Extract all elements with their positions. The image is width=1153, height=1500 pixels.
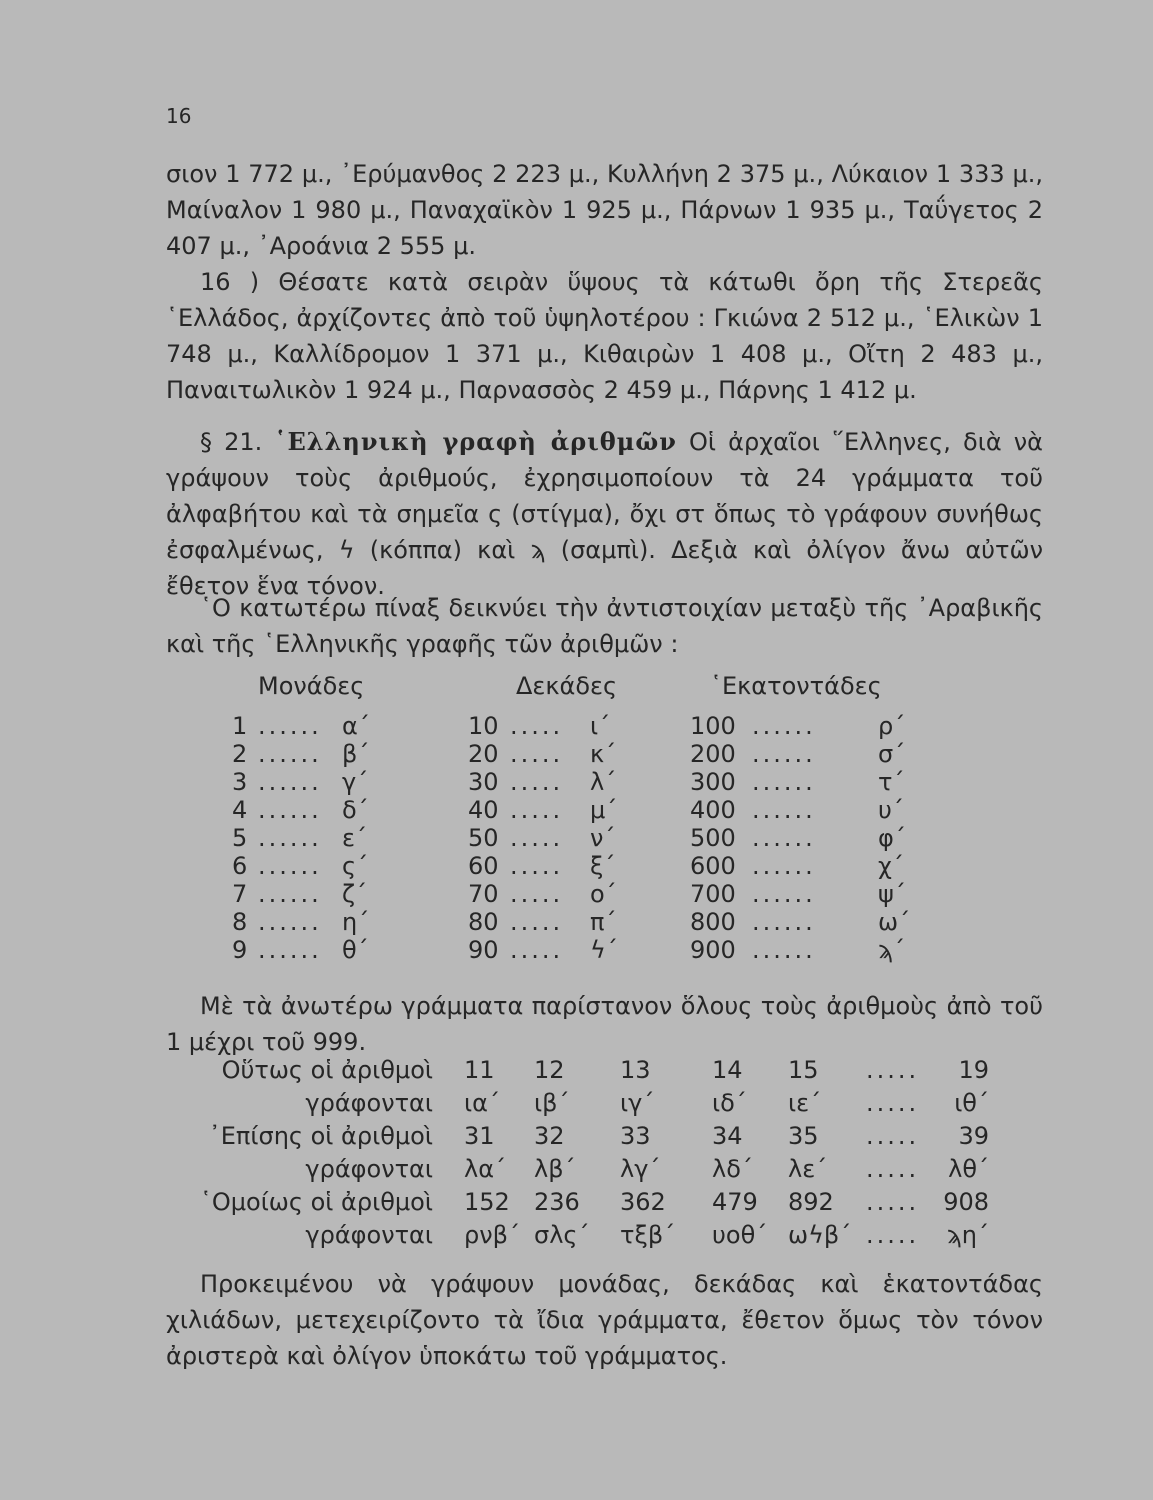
table-row [0, 768, 1153, 796]
units-greek: ε΄ [342, 824, 367, 852]
example-row [0, 1120, 1153, 1152]
units-number: 6 [232, 852, 248, 880]
hundreds-dots: ...... [752, 880, 816, 908]
example-value: 13 [620, 1056, 651, 1084]
hundreds-greek: ψ΄ [878, 880, 906, 908]
example-last: ιθ΄ [954, 1089, 989, 1117]
units-number: 8 [232, 908, 248, 936]
example-value: 31 [464, 1122, 495, 1150]
tens-dots: ..... [510, 740, 564, 768]
example-label: Οὕτως οἱ ἀριθμοὶ [221, 1056, 433, 1084]
hundreds-greek: υ΄ [878, 796, 904, 824]
units-greek: γ΄ [342, 768, 369, 796]
tens-number: 30 [468, 768, 499, 796]
tens-number: 40 [468, 796, 499, 824]
hundreds-number: 500 [690, 824, 736, 852]
tens-greek: π΄ [590, 908, 617, 936]
hundreds-dots: ...... [752, 852, 816, 880]
tens-number: 90 [468, 936, 499, 964]
tens-number: 70 [468, 880, 499, 908]
units-number: 2 [232, 740, 248, 768]
section-number: § 21. [200, 428, 263, 456]
hundreds-greek: ρ΄ [878, 712, 906, 740]
units-greek: β΄ [342, 740, 370, 768]
hundreds-number: 200 [690, 740, 736, 768]
example-value: 15 [788, 1056, 819, 1084]
units-dots: ...... [258, 908, 322, 936]
example-value: σλς΄ [534, 1221, 590, 1249]
table-row [0, 880, 1153, 908]
example-value: 12 [534, 1056, 565, 1084]
units-number: 3 [232, 768, 248, 796]
example-last: 19 [958, 1056, 989, 1084]
example-value: τξβ΄ [620, 1221, 676, 1249]
section-heading: ῾Ελληνικὴ γραφὴ ἀριθμῶν [274, 427, 677, 456]
hundreds-number: 400 [690, 796, 736, 824]
units-dots: ...... [258, 796, 322, 824]
example-value: ιβ΄ [534, 1089, 570, 1117]
hundreds-greek: σ΄ [878, 740, 906, 768]
paragraph-after-table: Μὲ τὰ ἀνωτέρω γράμματα παρίστανον ὅλους τοὺς ἀριθμοὺς ἀπὸ τοῦ 1 μέχρι τοῦ 999. [166, 992, 1043, 1056]
units-number: 5 [232, 824, 248, 852]
example-row [0, 1186, 1153, 1218]
table-row [0, 908, 1153, 936]
table-row [0, 712, 1153, 740]
example-value: ια΄ [464, 1089, 500, 1117]
units-greek: ζ΄ [342, 880, 368, 908]
tens-number: 10 [468, 712, 499, 740]
tens-greek: λ΄ [590, 768, 617, 796]
example-label: γράφονται [305, 1221, 433, 1249]
header-tens: Δεκάδες [516, 672, 618, 700]
example-value: 892 [788, 1188, 834, 1216]
table-row [0, 796, 1153, 824]
section-21-paragraph [166, 424, 1043, 604]
units-dots: ...... [258, 740, 322, 768]
hundreds-number: 300 [690, 768, 736, 796]
example-row [0, 1087, 1153, 1119]
hundreds-dots: ...... [752, 768, 816, 796]
hundreds-dots: ...... [752, 824, 816, 852]
units-greek: δ΄ [342, 796, 369, 824]
tens-number: 60 [468, 852, 499, 880]
example-value: 32 [534, 1122, 565, 1150]
units-dots: ...... [258, 880, 322, 908]
example-value: λε΄ [788, 1155, 828, 1183]
units-number: 9 [232, 936, 248, 964]
example-label: ῾Ομοίως οἱ ἀριθμοὶ [199, 1188, 433, 1216]
tens-dots: ..... [510, 796, 564, 824]
example-value: 479 [712, 1188, 758, 1216]
example-value: 35 [788, 1122, 819, 1150]
example-dots: ..... [866, 1155, 920, 1183]
example-value: λδ΄ [712, 1155, 753, 1183]
units-greek: ς΄ [342, 852, 369, 880]
example-label: γράφονται [305, 1155, 433, 1183]
example-row [0, 1153, 1153, 1185]
example-value: λβ΄ [534, 1155, 576, 1183]
table-row [0, 740, 1153, 768]
table-row [0, 852, 1153, 880]
tens-number: 80 [468, 908, 499, 936]
example-value: ωϟβ΄ [788, 1221, 852, 1249]
units-dots: ...... [258, 852, 322, 880]
example-label: γράφονται [305, 1089, 433, 1117]
tens-greek: ξ΄ [590, 852, 616, 880]
hundreds-greek: χ΄ [878, 852, 904, 880]
header-hundreds: ῾Εκατοντάδες [710, 672, 882, 700]
hundreds-greek: ω΄ [878, 908, 911, 936]
tens-greek: ο΄ [590, 880, 617, 908]
hundreds-dots: ...... [752, 908, 816, 936]
hundreds-greek: τ΄ [878, 768, 905, 796]
hundreds-dots: ...... [752, 712, 816, 740]
example-value: 362 [620, 1188, 666, 1216]
tens-dots: ..... [510, 880, 564, 908]
units-dots: ...... [258, 712, 322, 740]
example-label: ᾿Επίσης οἱ ἀριθμοὶ [208, 1122, 433, 1150]
example-dots: ..... [866, 1221, 920, 1249]
hundreds-dots: ...... [752, 936, 816, 964]
tens-dots: ..... [510, 824, 564, 852]
tens-greek: κ΄ [590, 740, 617, 768]
tens-number: 20 [468, 740, 499, 768]
example-value: 33 [620, 1122, 651, 1150]
example-value: λα΄ [464, 1155, 507, 1183]
tens-number: 50 [468, 824, 499, 852]
hundreds-number: 600 [690, 852, 736, 880]
hundreds-number: 100 [690, 712, 736, 740]
units-greek: θ΄ [342, 936, 369, 964]
units-number: 7 [232, 880, 248, 908]
example-value: 14 [712, 1056, 743, 1084]
paragraph-peloponnese-mountains: σιον 1 772 μ., ᾿Ερύμανθος 2 223 μ., Κυλλήνη 2 375 μ., Λύκαιον 1 333 μ., Μαίναλον 1 980 μ., Παναχαϊκὸν 1 925 μ., Πάρνων 1 935 μ., Ταΰγετος 2 407 μ., ᾿Αροάνια 2 555 μ. [166, 160, 1043, 260]
section-body: Οἱ ἀρχαῖοι ῞Ελληνες, διὰ νὰ γράψουν τοὺς ἀριθμούς, ἐχρησιμοποίουν τὰ 24 γράμματα τοῦ ἀλφαβήτου καὶ τὰ σημεῖα ς (στίγμα), ὄχι στ ὅπως τὸ γράφουν συνήθως ἐσφαλμένως, ϟ (κόππα) καὶ ϡ (σαμπὶ). Δεξιὰ καὶ ὀλίγον ἄνω αὐτῶν ἔθετον ἕνα τόνον. [166, 428, 1044, 600]
table-row [0, 824, 1153, 852]
hundreds-number: 900 [690, 936, 736, 964]
example-value: 152 [464, 1188, 510, 1216]
header-units: Μονάδες [258, 672, 365, 700]
example-dots: ..... [866, 1056, 920, 1084]
tens-dots: ..... [510, 908, 564, 936]
example-value: ρνβ΄ [464, 1221, 520, 1249]
paragraph-table-intro: ῾Ο κατωτέρω πίναξ δεικνύει τὴν ἀντιστοιχίαν μεταξὺ τῆς ᾿Αραβικῆς καὶ τῆς ῾Ελληνικῆς γραφῆς τῶν ἀριθμῶν : [166, 594, 1043, 658]
tens-greek: ν΄ [590, 824, 616, 852]
hundreds-number: 800 [690, 908, 736, 936]
units-greek: α΄ [342, 712, 370, 740]
tens-greek: ϟ΄ [590, 936, 618, 964]
units-number: 1 [232, 712, 248, 740]
units-dots: ...... [258, 936, 322, 964]
example-dots: ..... [866, 1122, 920, 1150]
units-dots: ...... [258, 768, 322, 796]
example-last: 908 [943, 1188, 989, 1216]
tens-dots: ..... [510, 852, 564, 880]
example-value: ιγ΄ [620, 1089, 655, 1117]
example-value: υοθ΄ [712, 1221, 768, 1249]
tens-dots: ..... [510, 712, 564, 740]
paragraph-thousands: Προκειμένου νὰ γράψουν μονάδας, δεκάδας καὶ ἑκατοντάδας χιλιάδων, μετεχειρίζοντο τὰ ἴδια γράμματα, ἔθετον ὅμως τὸν τόνον ἀριστερὰ καὶ ὀλίγον ὑποκάτω τοῦ γράμματος. [166, 1270, 1043, 1370]
hundreds-greek: ϡ΄ [878, 936, 906, 964]
example-value: λγ΄ [620, 1155, 661, 1183]
tens-dots: ..... [510, 768, 564, 796]
hundreds-dots: ...... [752, 740, 816, 768]
paragraph-exercise-16: 16 ) Θέσατε κατὰ σειρὰν ὕψους τὰ κάτωθι ὄρη τῆς Στερεᾶς ῾Ελλάδος, ἀρχίζοντες ἀπὸ τοῦ ὑψηλοτέρου : Γκιώνα 2 512 μ., ῾Ελικὼν 1 748 μ., Καλλίδρομον 1 371 μ., Κιθαιρὼν 1 408 μ., Οἴτη 2 483 μ., Παναιτωλικὸν 1 924 μ., Παρνασσὸς 2 459 μ., Πάρνης 1 412 μ. [166, 268, 1043, 404]
example-last: 39 [958, 1122, 989, 1150]
example-last: λθ΄ [948, 1155, 989, 1183]
example-value: ιε΄ [788, 1089, 822, 1117]
units-greek: η΄ [342, 908, 370, 936]
page-number: 16 [166, 104, 192, 128]
example-value: ιδ΄ [712, 1089, 747, 1117]
tens-greek: μ΄ [590, 796, 618, 824]
example-value: 236 [534, 1188, 580, 1216]
units-number: 4 [232, 796, 248, 824]
example-last: ϡη΄ [946, 1221, 989, 1249]
example-value: 11 [464, 1056, 495, 1084]
table-row [0, 936, 1153, 964]
example-row [0, 1054, 1153, 1086]
hundreds-greek: φ΄ [878, 824, 906, 852]
example-dots: ..... [866, 1089, 920, 1117]
units-dots: ...... [258, 824, 322, 852]
hundreds-number: 700 [690, 880, 736, 908]
example-value: 34 [712, 1122, 743, 1150]
example-row [0, 1219, 1153, 1251]
tens-greek: ι΄ [590, 712, 611, 740]
example-dots: ..... [866, 1188, 920, 1216]
hundreds-dots: ...... [752, 796, 816, 824]
tens-dots: ..... [510, 936, 564, 964]
